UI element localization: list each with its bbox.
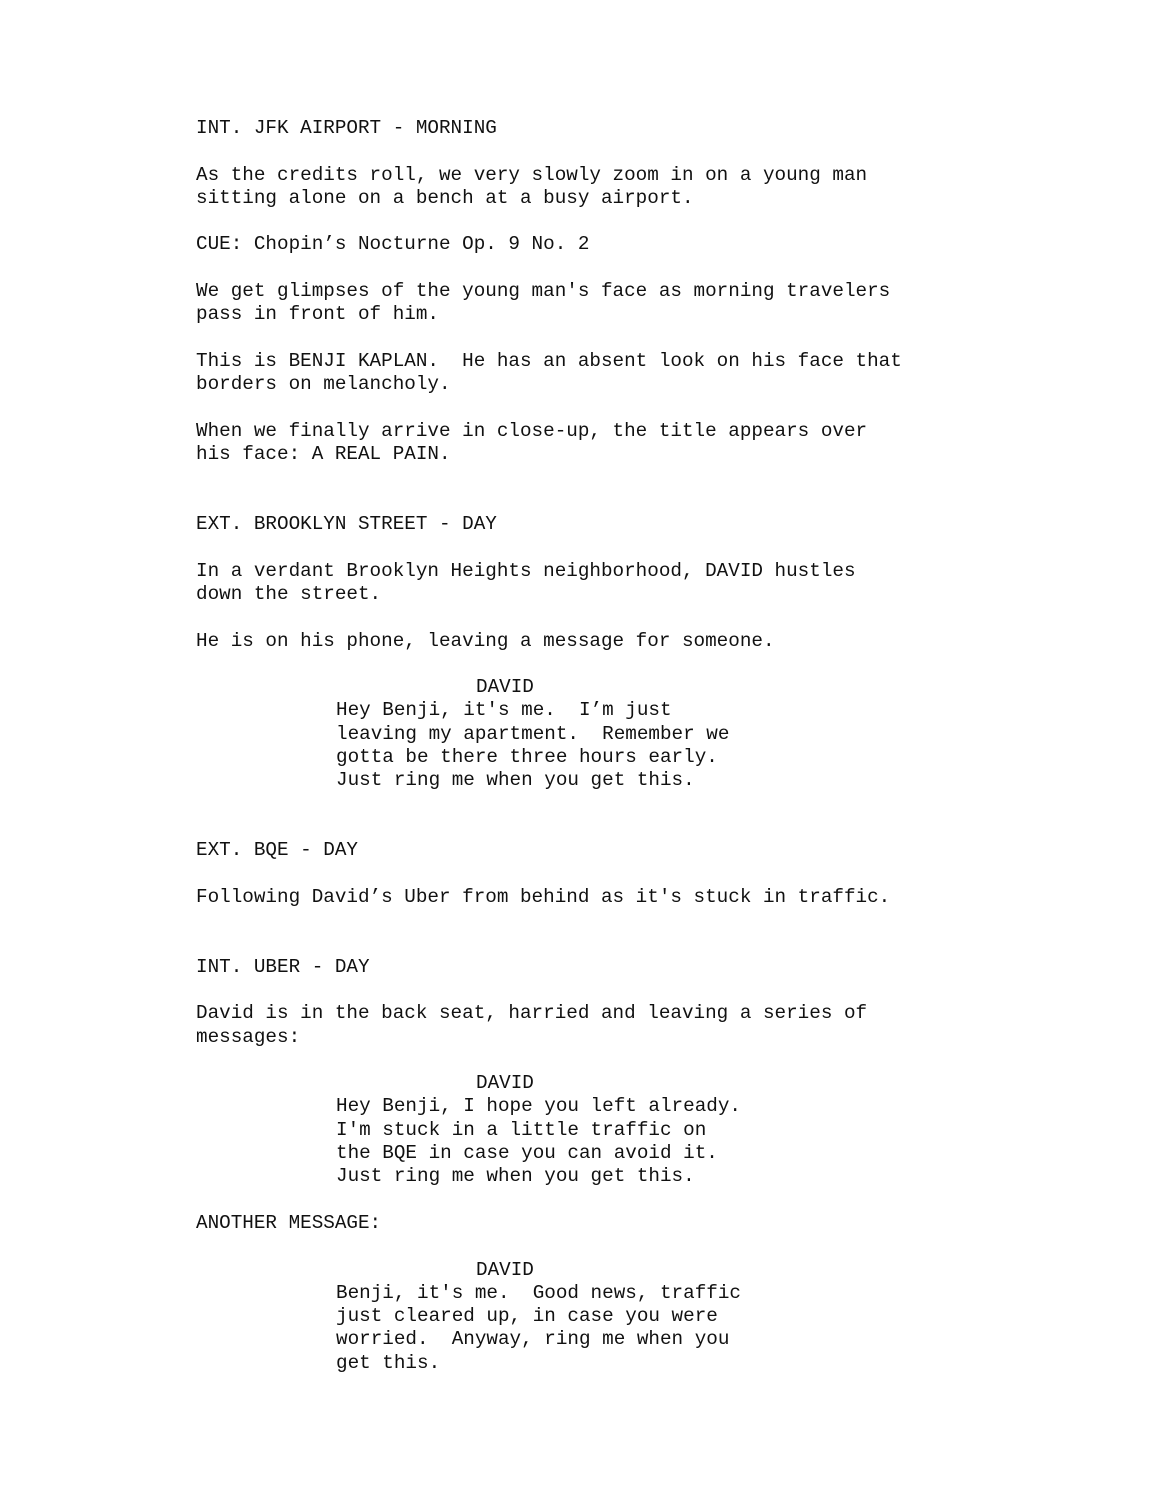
dialogue-line: I'm stuck in a little traffic on [336, 1118, 707, 1141]
action-line: When we finally arrive in close-up, the title appears over [196, 419, 868, 442]
dialogue-block [196, 1282, 1096, 1375]
dialogue-line: leaving my apartment. Remember we [336, 722, 730, 745]
transition-another-message: ANOTHER MESSAGE: [196, 1211, 382, 1234]
action-glimpses [196, 280, 1096, 327]
dialogue-line: worried. Anyway, ring me when you [336, 1328, 730, 1351]
action-line: We get glimpses of the young man's face as morning travelers [196, 280, 891, 303]
action-line: This is BENJI KAPLAN. He has an absent look on his face that [196, 349, 902, 372]
dialogue-line: Hey Benji, I hope you left already. [336, 1095, 741, 1118]
scene-heading-brooklyn-street: EXT. BROOKLYN STREET - DAY [196, 513, 497, 536]
character-name: DAVID [476, 1258, 534, 1281]
dialogue-line: Benji, it's me. Good news, traffic [336, 1281, 741, 1304]
action-line: In a verdant Brooklyn Heights neighborhood, DAVID hustles [196, 559, 856, 582]
action-line: sitting alone on a bench at a busy airport. [196, 186, 694, 209]
scene-heading-uber: INT. UBER - DAY [196, 955, 370, 978]
dialogue-line: Just ring me when you get this. [336, 1165, 695, 1188]
action-line: down the street. [196, 582, 382, 605]
action-benji-intro [196, 350, 1096, 397]
action-david-hustles [196, 560, 1096, 607]
character-name: DAVID [476, 1072, 534, 1095]
action-line: David is in the back seat, harried and leaving a series of [196, 1002, 868, 1025]
action-on-phone: He is on his phone, leaving a message for someone. [196, 629, 775, 652]
scene-heading-bqe: EXT. BQE - DAY [196, 839, 358, 862]
dialogue-block [196, 699, 1096, 792]
screenplay-text [196, 117, 1096, 1375]
music-cue: CUE: Chopin’s Nocturne Op. 9 No. 2 [196, 233, 590, 256]
action-line: messages: [196, 1025, 301, 1048]
dialogue-line: gotta be there three hours early. [336, 746, 718, 769]
action-line: As the credits roll, we very slowly zoom in on a young man [196, 163, 868, 186]
action-following-uber: Following David’s Uber from behind as it's stuck in traffic. [196, 885, 891, 908]
dialogue-line: Just ring me when you get this. [336, 769, 695, 792]
character-name: DAVID [476, 676, 534, 699]
dialogue-block [196, 1095, 1096, 1188]
dialogue-line: the BQE in case you can avoid it. [336, 1142, 718, 1165]
action-back-seat [196, 1002, 1096, 1049]
action-title-appears [196, 420, 1096, 467]
action-credits-roll [196, 164, 1096, 211]
action-line: his face: A REAL PAIN. [196, 443, 451, 466]
action-line: borders on melancholy. [196, 373, 451, 396]
dialogue-line: just cleared up, in case you were [336, 1305, 718, 1328]
dialogue-line: get this. [336, 1351, 441, 1374]
action-line: pass in front of him. [196, 303, 439, 326]
scene-heading-jfk-airport: INT. JFK AIRPORT - MORNING [196, 117, 497, 139]
dialogue-line: Hey Benji, it's me. I’m just [336, 699, 672, 722]
